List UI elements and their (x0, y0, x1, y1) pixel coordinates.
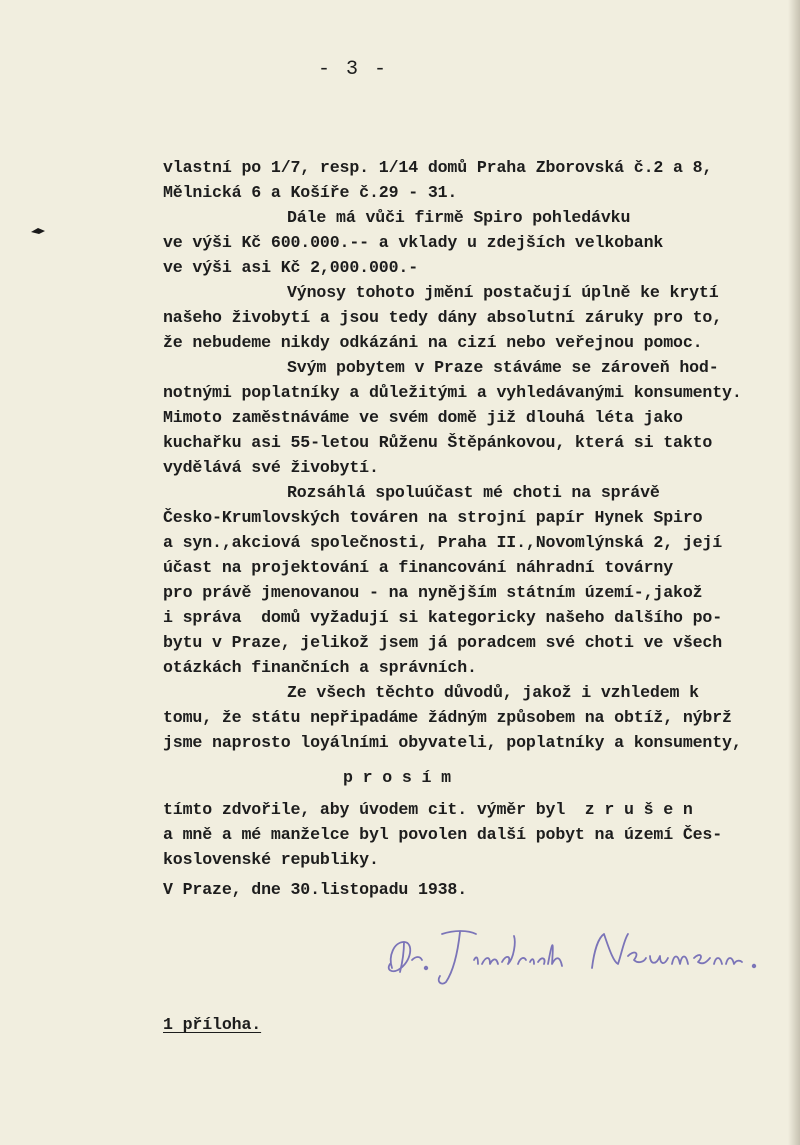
page-edge-shadow (788, 0, 800, 1145)
body-line-23: tomu, že státu nepřipadáme žádným způsobem na obtíž, nýbrž (163, 708, 732, 727)
body-line-3: Dále má vůči firmě Spiro pohledávku (287, 208, 631, 227)
body-line-10: notnými poplatníky a důležitými a vyhledávanými konsumenty. (163, 383, 742, 402)
body-line-4: ve výši Kč 600.000.-- a vklady u zdejších velkobank (163, 233, 664, 252)
body-line-14: Rozsáhlá spoluúčast mé choti na správě (287, 483, 660, 502)
body-line-2: Mělnická 6 a Košíře č.29 - 31. (163, 183, 458, 202)
page-number: - 3 - (318, 58, 389, 81)
body-line-12: kuchařku asi 55-letou Růženu Štěpánkovou, která si takto (163, 433, 713, 452)
attachment-note: 1 příloha. (163, 1015, 262, 1034)
body-line-7: našeho živobytí a jsou tedy dány absolutní záruky pro to, (163, 308, 723, 327)
body-line-18: pro právě jmenovanou - na nynějším státním území-,jakož (163, 583, 703, 602)
body-line-21: otázkách finančních a správních. (163, 658, 477, 677)
body-line-15: Česko-Krumlovských továren na strojní papír Hynek Spiro (163, 508, 703, 527)
body-line-20: bytu v Praze, jelikož jsem já poradcem své choti ve všech (163, 633, 723, 652)
body-line-9: Svým pobytem v Praze stáváme se zároveň hod- (287, 358, 719, 377)
body-line-8: že nebudeme nikdy odkázáni na cizí nebo veřejnou pomoc. (163, 333, 703, 352)
body-line-26: tímto zdvořile, aby úvodem cit. výměr byl z r u š e n (163, 800, 693, 819)
body-line-17: účast na projektování a financování náhradní továrny (163, 558, 674, 577)
body-line-27: a mně a mé manželce byl povolen další pobyt na území Čes- (163, 825, 723, 844)
body-line-28: koslovenské republiky. (163, 850, 379, 869)
body-line-22: Ze všech těchto důvodů, jakož i vzhledem k (287, 683, 699, 702)
date-line: V Praze, dne 30.listopadu 1938. (163, 880, 468, 899)
body-line-prosim: p r o s í m (343, 768, 451, 787)
body-line-24: jsme naprosto loyálními obyvateli, poplatníky a konsumenty, (163, 733, 742, 752)
body-line-19: i správa domů vyžadují si kategoricky našeho dalšího po- (163, 608, 723, 627)
body-line-5: ve výši asi Kč 2,000.000.- (163, 258, 419, 277)
body-line-16: a syn.,akciová společnosti, Praha II.,Novomlýnská 2, její (163, 533, 723, 552)
body-line-13: vydělává své živobytí. (163, 458, 379, 477)
handwritten-signature (378, 912, 768, 992)
body-line-11: Mimoto zaměstnáváme ve svém domě již dlouhá léta jako (163, 408, 683, 427)
body-line-6: Výnosy tohoto jmění postačují úplně ke krytí (287, 283, 719, 302)
ink-blot-mark (30, 226, 46, 236)
body-line-1: vlastní po 1/7, resp. 1/14 domů Praha Zborovská č.2 a 8, (163, 158, 713, 177)
